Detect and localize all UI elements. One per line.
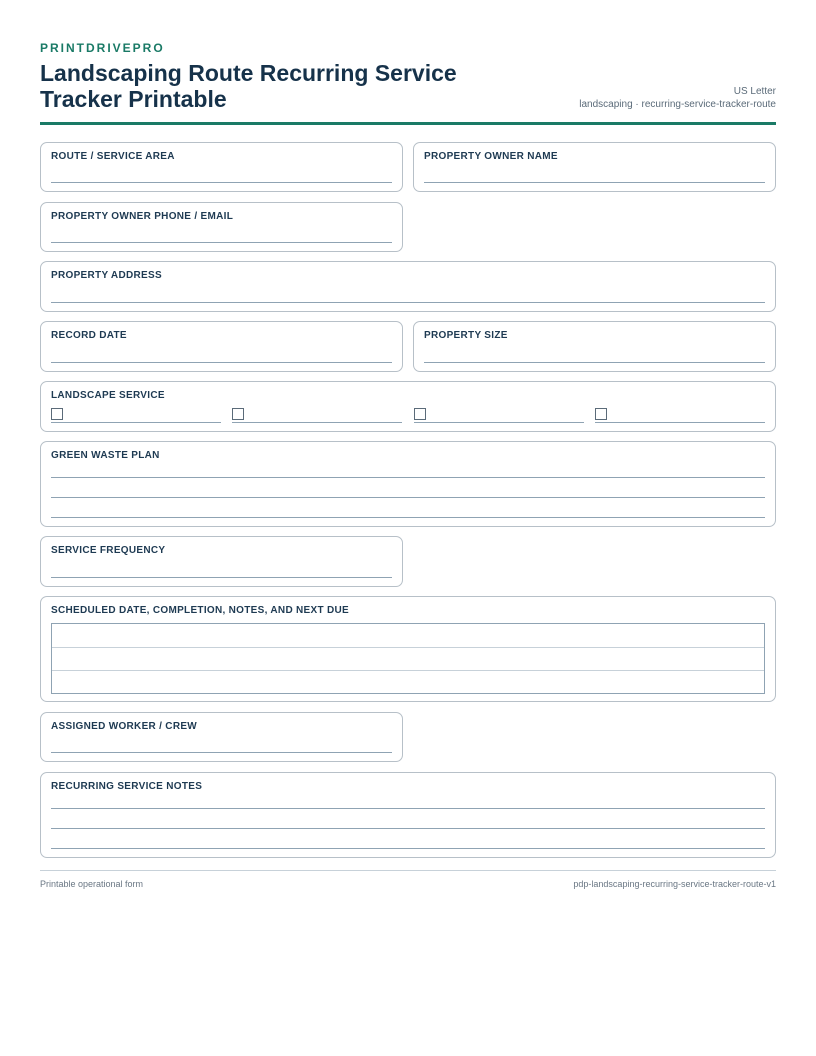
landscape-service-field <box>40 381 776 432</box>
property-owner-contact-label: PROPERTY OWNER PHONE / EMAIL <box>51 211 234 222</box>
assigned-worker-field <box>40 712 403 762</box>
footer-divider <box>40 870 776 871</box>
checkbox[interactable] <box>51 408 63 420</box>
green-waste-plan-field <box>40 441 776 527</box>
route-service-area-label: ROUTE / SERVICE AREA <box>51 151 175 162</box>
recurring-notes-writing-line[interactable] <box>51 848 765 849</box>
assigned-worker-writing-line[interactable] <box>51 752 392 753</box>
property-owner-name-field <box>413 142 776 192</box>
landscape-service-option-1 <box>51 408 221 424</box>
service-frequency-field <box>40 536 403 587</box>
property-owner-name-writing-line[interactable] <box>424 182 765 183</box>
form-slug: landscaping · recurring-service-tracker-route <box>579 99 776 110</box>
route-service-area-writing-line[interactable] <box>51 182 392 183</box>
landscape-service-label: LANDSCAPE SERVICE <box>51 390 165 401</box>
schedule-table-label: SCHEDULED DATE, COMPLETION, NOTES, AND NEXT DUE <box>51 605 350 616</box>
option-writing-line[interactable] <box>595 422 765 423</box>
property-address-writing-line[interactable] <box>51 302 765 303</box>
table-row-divider <box>52 647 764 648</box>
page-title: Landscaping Route Recurring Service Tracker Printable <box>40 60 457 112</box>
property-address-field <box>40 261 776 312</box>
record-date-writing-line[interactable] <box>51 362 392 363</box>
green-waste-plan-writing-line[interactable] <box>51 497 765 498</box>
property-owner-name-label: PROPERTY OWNER NAME <box>424 151 558 162</box>
option-writing-line[interactable] <box>51 422 221 423</box>
service-frequency-writing-line[interactable] <box>51 577 392 578</box>
green-waste-plan-writing-line[interactable] <box>51 477 765 478</box>
landscape-service-option-3 <box>414 408 584 424</box>
landscape-service-option-2 <box>232 408 402 424</box>
header-divider <box>40 122 776 125</box>
form-id: pdp-landscaping-recurring-service-tracker-route-v1 <box>573 879 776 889</box>
landscape-service-option-4 <box>595 408 765 424</box>
checkbox[interactable] <box>232 408 244 420</box>
record-date-label: RECORD DATE <box>51 330 127 341</box>
schedule-table <box>51 623 765 694</box>
option-writing-line[interactable] <box>232 422 402 423</box>
property-size-label: PROPERTY SIZE <box>424 330 508 341</box>
service-frequency-label: SERVICE FREQUENCY <box>51 545 166 556</box>
recurring-notes-label: RECURRING SERVICE NOTES <box>51 781 203 792</box>
property-address-label: PROPERTY ADDRESS <box>51 270 162 281</box>
green-waste-plan-writing-line[interactable] <box>51 517 765 518</box>
recurring-notes-writing-line[interactable] <box>51 808 765 809</box>
table-row-divider <box>52 670 764 671</box>
recurring-notes-field <box>40 772 776 858</box>
assigned-worker-label: ASSIGNED WORKER / CREW <box>51 721 198 732</box>
checkbox[interactable] <box>595 408 607 420</box>
form-page <box>40 0 776 1056</box>
property-size-field <box>413 321 776 372</box>
footer-caption: Printable operational form <box>40 879 144 889</box>
property-owner-contact-field <box>40 202 403 252</box>
option-writing-line[interactable] <box>414 422 584 423</box>
checkbox[interactable] <box>414 408 426 420</box>
record-date-field <box>40 321 403 372</box>
brand-name: PRINTDRIVEPRO <box>40 41 165 55</box>
route-service-area-field <box>40 142 403 192</box>
schedule-table-section <box>40 596 776 702</box>
green-waste-plan-label: GREEN WASTE PLAN <box>51 450 160 461</box>
recurring-notes-writing-line[interactable] <box>51 828 765 829</box>
property-size-writing-line[interactable] <box>424 362 765 363</box>
page-meta <box>579 85 776 111</box>
paper-size: US Letter <box>733 86 776 97</box>
property-owner-contact-writing-line[interactable] <box>51 242 392 243</box>
